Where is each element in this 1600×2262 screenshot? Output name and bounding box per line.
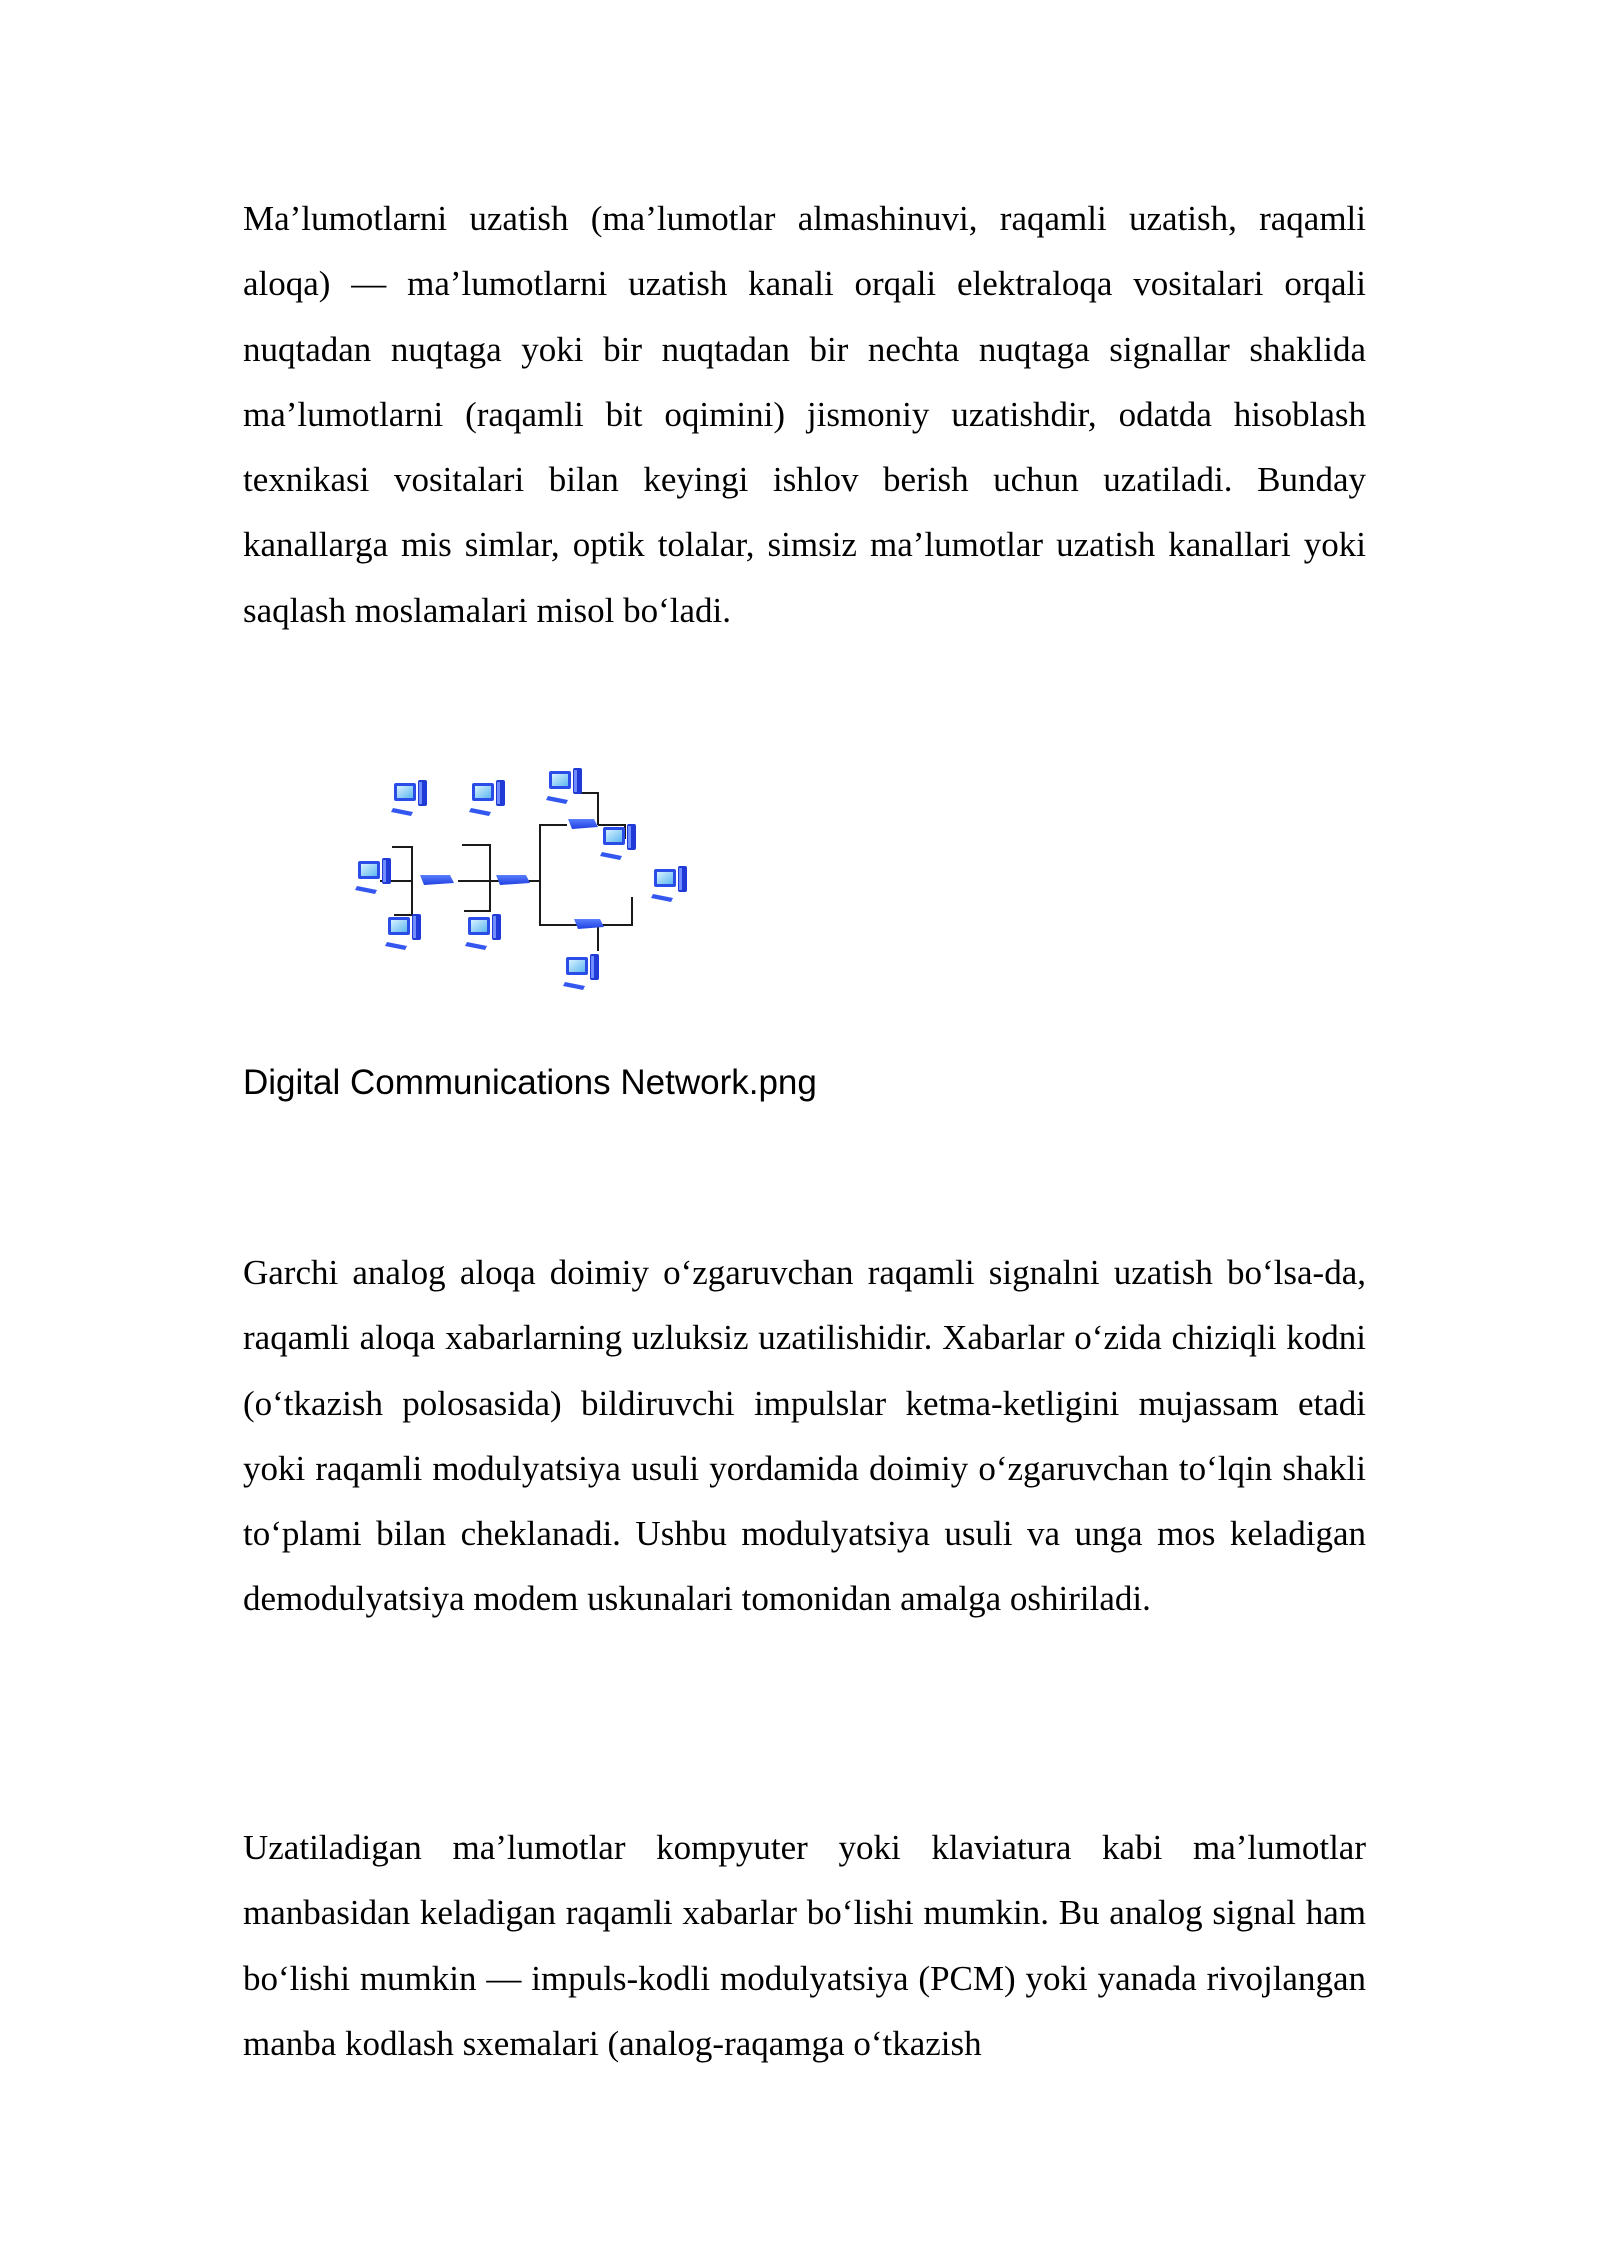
paragraph-intro: Ma’lumotlarni uzatish (ma’lumotlar almashinuvi, raqamli uzatish, raqamli aloqa) — ma’lumotlarni uzatish kanali orqali elektraloqa vositalari orqali nuqtadan nuqtaga yoki bir nuqtadan bir nechta nuqtaga signallar shaklida ma’lumotlarni (raqamli bit oqimini) jismoniy uzatishdir, odatda hisoblash texnikasi vositalari bilan keyingi ishlov berish uchun uzatiladi. Bunday kanallarga mis simlar, optik tolalar, simsiz ma’lumotlar uzatish kanallari yoki saqlash moslamalari misol bo‘ladi. — [243, 199, 1366, 630]
hub-nodes — [420, 819, 604, 929]
paragraph-analog-vs-digital: Garchi analog aloqa doimiy o‘zgaruvchan raqamli signalni uzatish bo‘lsa-da, raqamli aloqa xabarlarning uzluksiz uzatilishidir. Xabarlar o‘zida chiziqli kodni (o‘tkazish polosasida) bildiruvchi impulslar ketma-ketligini mujassam etadi yoki raqamli modulyatsiya usuli yordamida doimiy o‘zgaruvchan to‘lqin shakli to‘plami bilan cheklanadi. Ushbu modulyatsiya usuli va unga mos keladigan demodulyatsiya modem uskunalari tomonidan amalga oshiriladi. — [243, 1253, 1366, 1619]
figure-caption: Digital Communications Network.png — [243, 1063, 817, 1102]
network-diagram-icon — [350, 755, 710, 1000]
network-diagram-figure — [350, 755, 710, 1000]
paragraph-transmitted-data: Uzatiladigan ma’lumotlar kompyuter yoki klaviatura kabi ma’lumotlar manbasidan keladigan raqamli xabarlar bo‘lishi mumkin. Bu analog signal ham bo‘lishi mumkin — impuls-kodli modulyatsiya (PCM) yoki yanada rivojlangan manba kodlash sxemalari (analog-raqamga o‘tkazish — [243, 1828, 1366, 2063]
